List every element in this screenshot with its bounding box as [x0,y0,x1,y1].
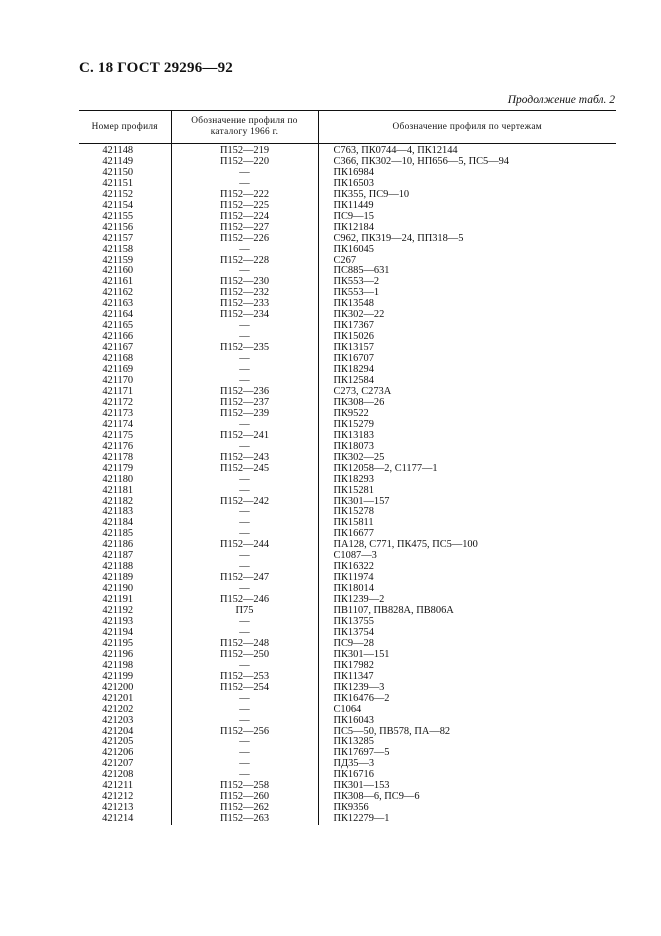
catalog-designation-cell: — [171,486,318,497]
profile-number-cell: 421149 [102,156,134,167]
profile-number-cell: 421165 [102,321,134,332]
drawing-designation-cell: С962, ПК319—24, ПП318—5 [318,234,616,245]
profile-number-cell: 421184 [102,518,134,529]
table-row [79,639,616,650]
catalog-designation-cell: П152—263 [171,814,318,825]
profile-number-cell: 421164 [102,310,134,321]
table-row [79,748,616,759]
catalog-designation-cell: П152—260 [171,792,318,803]
drawing-designation-cell: С267 [318,256,616,267]
catalog-designation-cell: П152—233 [171,299,318,310]
table-row [79,497,616,508]
column-header-drawing-designation: Обозначение профиля по чертежам [318,111,616,144]
drawing-designation-cell: ПК13183 [318,431,616,442]
table-row [79,628,616,639]
table-row [79,814,616,825]
drawing-designation-cell: ПК15811 [318,518,616,529]
table-row [79,705,616,716]
catalog-designation-cell: — [171,475,318,486]
table-row [79,486,616,497]
profile-number-cell: 421195 [102,638,134,649]
profile-number-cell: 421150 [102,167,134,178]
catalog-designation-cell: П152—234 [171,310,318,321]
drawing-designation-cell: С273, С273А [318,387,616,398]
table-row [79,759,616,770]
catalog-designation-cell: П152—230 [171,277,318,288]
table-row [79,332,616,343]
table-row [79,288,616,299]
table-row [79,573,616,584]
catalog-designation-cell: П152—239 [171,409,318,420]
profile-number-cell: 421213 [102,803,134,814]
profile-number-cell: 421190 [102,584,134,595]
profile-number-cell: 421191 [102,595,134,606]
catalog-designation-cell: — [171,354,318,365]
drawing-designation-cell: ПК16984 [318,168,616,179]
drawing-designation-cell: ПК9356 [318,803,616,814]
drawing-designation-cell: ПК302—25 [318,453,616,464]
catalog-designation-cell: П152—242 [171,497,318,508]
profile-number-cell: 421201 [102,693,134,704]
catalog-designation-cell: П152—243 [171,453,318,464]
catalog-designation-cell: — [171,737,318,748]
drawing-designation-cell: ПК301—151 [318,650,616,661]
catalog-designation-cell: П152—246 [171,595,318,606]
profile-number-cell: 421158 [102,244,134,255]
catalog-designation-cell: — [171,518,318,529]
table-row [79,277,616,288]
table-row [79,661,616,672]
catalog-designation-cell: — [171,442,318,453]
table-row [79,529,616,540]
catalog-designation-cell: П152—220 [171,157,318,168]
catalog-designation-cell: П152—232 [171,288,318,299]
profile-number-cell: 421212 [102,792,134,803]
drawing-designation-cell: ПК11974 [318,573,616,584]
table-row [79,157,616,168]
catalog-designation-cell: П152—254 [171,683,318,694]
drawing-designation-cell: ПК18293 [318,475,616,486]
catalog-designation-cell: — [171,551,318,562]
drawing-designation-cell: ПВ1107, ПВ828А, ПВ806А [318,606,616,617]
drawing-designation-cell: ПК11347 [318,672,616,683]
drawing-designation-cell: ПА128, С771, ПК475, ПС5—100 [318,540,616,551]
drawing-designation-cell: ПК17982 [318,661,616,672]
profile-number-cell: 421199 [102,671,134,682]
drawing-designation-cell: ПК9522 [318,409,616,420]
profile-number-cell: 421157 [102,233,134,244]
catalog-designation-cell: — [171,266,318,277]
drawing-designation-cell: ПК13754 [318,628,616,639]
drawing-designation-cell: ПК17367 [318,321,616,332]
profile-number-cell: 421205 [102,737,134,748]
table-row [79,551,616,562]
profile-number-cell: 421159 [102,255,134,266]
catalog-designation-cell: П152—247 [171,573,318,584]
catalog-designation-cell: П152—219 [171,144,318,157]
drawing-designation-cell: ПК18014 [318,584,616,595]
table-row [79,321,616,332]
profile-number-cell: 421152 [102,189,134,200]
profile-number-cell: 421151 [102,178,134,189]
profile-number-cell: 421182 [102,496,134,507]
catalog-designation-cell: П152—244 [171,540,318,551]
table-row [79,354,616,365]
drawing-designation-cell: ПК16476—2 [318,694,616,705]
catalog-designation-cell: — [171,770,318,781]
table-row [79,672,616,683]
drawing-designation-cell: ПК16677 [318,529,616,540]
catalog-designation-cell: П152—227 [171,223,318,234]
table-header [79,111,616,144]
profile-number-cell: 421167 [102,343,134,354]
table-row [79,365,616,376]
catalog-designation-cell: П152—250 [171,650,318,661]
table-row [79,266,616,277]
catalog-designation-cell: П152—224 [171,212,318,223]
table-row [79,234,616,245]
table-row [79,179,616,190]
catalog-designation-cell: П152—235 [171,343,318,354]
profile-number-cell: 421148 [102,145,134,156]
drawing-designation-cell: ПС9—15 [318,212,616,223]
table-row [79,683,616,694]
profile-number-cell: 421192 [102,606,134,617]
table-row [79,475,616,486]
drawing-designation-cell: ПК12584 [318,376,616,387]
profile-number-cell: 421154 [102,200,134,211]
catalog-designation-cell: П152—258 [171,781,318,792]
drawing-designation-cell: С763, ПК0744—4, ПК12144 [318,144,616,157]
table-row [79,737,616,748]
profile-number-cell: 421175 [102,430,134,441]
drawing-designation-cell: ПС5—50, ПВ578, ПА—82 [318,727,616,738]
table-row [79,792,616,803]
profile-number-cell: 421186 [102,540,134,551]
drawing-designation-cell: ПС9—28 [318,639,616,650]
profile-number-cell: 421204 [102,726,134,737]
profile-number-cell: 421187 [102,551,134,562]
table-row [79,442,616,453]
drawing-designation-cell: ПК12058—2, С1177—1 [318,464,616,475]
table-row [79,464,616,475]
table-row [79,387,616,398]
drawing-designation-cell: ПК13548 [318,299,616,310]
catalog-designation-cell: — [171,321,318,332]
drawing-designation-cell: ПК16716 [318,770,616,781]
drawing-designation-cell: ПК18073 [318,442,616,453]
catalog-designation-cell: — [171,332,318,343]
drawing-designation-cell: ПК13157 [318,343,616,354]
profile-number-cell: 421214 [102,814,134,825]
profile-number-cell: 421161 [102,277,134,288]
drawing-designation-cell: ПК16322 [318,562,616,573]
catalog-designation-cell: — [171,748,318,759]
catalog-designation-cell: — [171,529,318,540]
drawing-designation-cell: ПК16503 [318,179,616,190]
drawing-designation-cell: ПК15278 [318,507,616,518]
profile-number-cell: 421169 [102,365,134,376]
catalog-designation-cell: — [171,694,318,705]
drawing-designation-cell: ПК11449 [318,201,616,212]
column-header-profile-number: Номер профиля [79,111,171,144]
drawing-designation-cell: ПС885—631 [318,266,616,277]
table-row [79,770,616,781]
table-row [79,376,616,387]
catalog-designation-cell: П152—253 [171,672,318,683]
drawing-designation-cell: С1064 [318,705,616,716]
profile-number-cell: 421170 [102,376,134,387]
table-row [79,507,616,518]
drawing-designation-cell: ПК13285 [318,737,616,748]
table-row [79,223,616,234]
profile-number-cell: 421198 [102,660,134,671]
drawing-designation-cell: ПК15026 [318,332,616,343]
profile-number-cell: 421189 [102,573,134,584]
catalog-designation-cell: П75 [171,606,318,617]
table-row [79,212,616,223]
table-row [79,781,616,792]
catalog-designation-cell: — [171,759,318,770]
catalog-designation-cell: П152—237 [171,398,318,409]
table-row [79,803,616,814]
catalog-designation-cell: — [171,716,318,727]
drawing-designation-cell: ПК12184 [318,223,616,234]
table-row [79,201,616,212]
drawing-designation-cell: ПК18294 [318,365,616,376]
profile-number-cell: 421156 [102,222,134,233]
profile-number-cell: 421160 [102,266,134,277]
table-row [79,256,616,267]
catalog-designation-cell: — [171,628,318,639]
catalog-designation-cell: — [171,179,318,190]
catalog-designation-cell: — [171,705,318,716]
catalog-designation-cell: П152—236 [171,387,318,398]
table-row [79,584,616,595]
table-row [79,650,616,661]
table-row [79,420,616,431]
table-row [79,343,616,354]
drawing-designation-cell: ПК1239—2 [318,595,616,606]
catalog-designation-cell: П152—226 [171,234,318,245]
profile-number-cell: 421166 [102,332,134,343]
catalog-designation-cell: П152—256 [171,727,318,738]
catalog-designation-cell: П152—225 [171,201,318,212]
profile-number-cell: 421168 [102,354,134,365]
profile-number-cell: 421173 [102,408,134,419]
catalog-designation-cell: — [171,245,318,256]
profile-number-cell: 421211 [102,781,134,792]
profile-number-cell: 421203 [102,715,134,726]
profile-number-cell: 421163 [102,299,134,310]
table-continuation-label: Продолжение табл. 2 [507,94,615,106]
table-row [79,299,616,310]
table-row [79,595,616,606]
profile-number-cell: 421181 [102,485,134,496]
profile-number-cell: 421172 [102,397,134,408]
table-row [79,190,616,201]
profile-number-cell: 421196 [102,649,134,660]
table-row [79,168,616,179]
catalog-designation-cell: — [171,661,318,672]
table-row [79,245,616,256]
table-row [79,617,616,628]
table-row [79,431,616,442]
table-body [79,144,616,826]
drawing-designation-cell: ПК553—1 [318,288,616,299]
catalog-designation-cell: П152—245 [171,464,318,475]
profile-number-cell: 421155 [102,211,134,222]
drawing-designation-cell: ПК302—22 [318,310,616,321]
drawing-designation-cell: ПК308—6, ПС9—6 [318,792,616,803]
profile-number-cell: 421206 [102,748,134,759]
profile-table [79,110,616,825]
drawing-designation-cell: ПК308—26 [318,398,616,409]
column-header-catalog-1966: Обозначение профиля по каталогу 1966 г. [171,111,318,144]
catalog-designation-cell: П152—241 [171,431,318,442]
drawing-designation-cell: ПК16043 [318,716,616,727]
table-row [79,606,616,617]
profile-number-cell: 421185 [102,529,134,540]
catalog-designation-cell: — [171,584,318,595]
catalog-designation-cell: П152—228 [171,256,318,267]
drawing-designation-cell: ПК12279—1 [318,814,616,825]
table-row [79,716,616,727]
drawing-designation-cell: ПК15279 [318,420,616,431]
catalog-designation-cell: — [171,376,318,387]
profile-number-cell: 421162 [102,288,134,299]
drawing-designation-cell: С1087—3 [318,551,616,562]
profile-number-cell: 421176 [102,441,134,452]
catalog-designation-cell: — [171,507,318,518]
profile-number-cell: 421193 [102,616,134,627]
profile-number-cell: 421207 [102,759,134,770]
table-row [79,409,616,420]
page-title: С. 18 ГОСТ 29296—92 [79,60,233,76]
profile-number-cell: 421178 [102,452,134,463]
catalog-designation-cell: — [171,617,318,628]
drawing-designation-cell: ПК16707 [318,354,616,365]
profile-number-cell: 421171 [102,386,134,397]
drawing-designation-cell: ПК553—2 [318,277,616,288]
catalog-designation-cell: П152—222 [171,190,318,201]
drawing-designation-cell: ПК1239—3 [318,683,616,694]
table-row [79,398,616,409]
table-row [79,727,616,738]
drawing-designation-cell: С366, ПК302—10, НП656—5, ПС5—94 [318,157,616,168]
profile-number-cell: 421194 [102,627,134,638]
table-row [79,453,616,464]
table-row [79,694,616,705]
catalog-designation-cell: П152—248 [171,639,318,650]
drawing-designation-cell: ПК301—153 [318,781,616,792]
profile-number-cell: 421183 [102,507,134,518]
catalog-designation-cell: — [171,168,318,179]
drawing-designation-cell: ПК301—157 [318,497,616,508]
profile-number-cell: 421202 [102,704,134,715]
drawing-designation-cell: ПК17697—5 [318,748,616,759]
drawing-designation-cell: ПД35—3 [318,759,616,770]
drawing-designation-cell: ПК15281 [318,486,616,497]
profile-number-cell: 421180 [102,474,134,485]
table-row [79,144,616,157]
catalog-designation-cell: — [171,562,318,573]
table-row [79,518,616,529]
table-row [79,540,616,551]
profile-number-cell: 421200 [102,682,134,693]
catalog-designation-cell: П152—262 [171,803,318,814]
profile-number-cell: 421179 [102,463,134,474]
profile-number-cell: 421188 [102,562,134,573]
catalog-designation-cell: — [171,365,318,376]
catalog-designation-cell: — [171,420,318,431]
table-row [79,562,616,573]
drawing-designation-cell: ПК16045 [318,245,616,256]
profile-number-cell: 421174 [102,419,134,430]
profile-number-cell: 421208 [102,770,134,781]
drawing-designation-cell: ПК355, ПС9—10 [318,190,616,201]
drawing-designation-cell: ПК13755 [318,617,616,628]
table-row [79,310,616,321]
